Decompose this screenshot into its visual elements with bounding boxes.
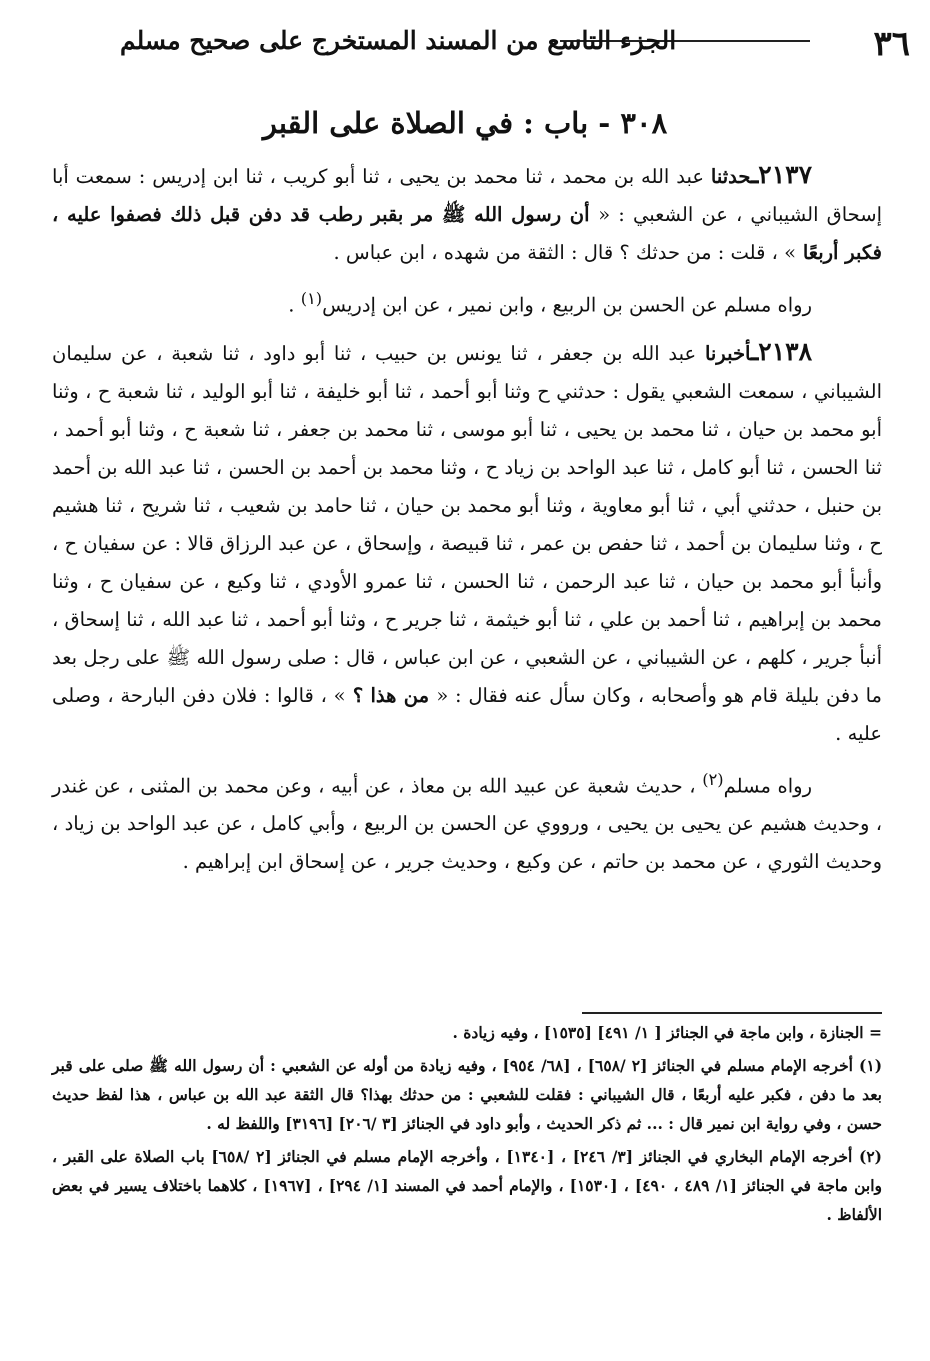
hadith-quote: أن رسول الله ﷺ مر بقبر رطب قد دفن قبل ذلك فصفوا عليه ، فكبر أربعًا [52, 203, 882, 264]
hadith-number: ٢١٣٨ـ [750, 336, 812, 366]
footnote-2: (٢) أخرجه الإمام البخاري في الجنائز [٣/ ٢٤٦] ، [١٣٤٠] ، وأخرجه الإمام مسلم في الجنائز [٢ /٦٥٨] باب الصلاة على القبر ، وابن ماجة في الجنائز [١/ ٤٨٩ ، ٤٩٠] ، [١٥٣٠] ، والإمام أحمد في المسند [١/ ٢٩٤] ، [١٩٦٧] ، كلاهما باختلاف يسير في بعض الألفاظ . [52, 1147, 883, 1224]
hadith-2138 [52, 333, 882, 753]
hadith-text: عبد الله بن جعفر ، ثنا يونس بن حبيب ، ثنا أبو داود ، ثنا شعبة ، عن سليمان الشيباني ، سمعت الشعبي يقول : حدثني ح وثنا أبو أحمد ، ثنا أبو خليفة ، ثنا أبو الوليد ، ثنا شعبة ح ، وثنا أبو محمد بن حيان ، ثنا محمد بن يحيى ، ثنا أبو موسى ، ثنا محمد بن جعفر ، ثنا شعبة ح ، وثنا أبو أحمد ، ثنا الحسن ، ثنا أبو كامل ، ثنا عبد الواحد بن زياد ح ، وثنا محمد بن أحمد بن الحسن ، ثنا عبد الله بن أحمد بن حنبل ، حدثني أبي ، ثنا أبو معاوية ، وثنا أبو محمد بن حيان ، ثنا حامد بن شعيب ، ثنا شريح ، ثنا هشيم ح ، وثنا سليمان بن أحمد ، ثنا حفص بن عمر ، ثنا قبيصة ، وإسحاق ، عن عبد الرزاق قالا : عن سفيان ح ، وأنبأ أبو محمد بن حيان ، ثنا عبد الرحمن ، ثنا الحسن ، ثنا عمرو الأودي ، ثنا وكيع ، عن سفيان ح ، وثنا محمد بن إبراهيم ، ثنا أحمد بن علي ، ثنا أبو خيثمة ، ثنا جرير ح ، وثنا أبو أحمد ، ثنا عبد الله ، ثنا إسحاق ، أنبأ جرير ، كلهم ، عن الشيباني ، عن الشعبي ، عن ابن عباس ، قال : صلى رسول الله ﷺ على رجل بعد ما دفن بليلة قام هو وأصحابه ، وكان سأل عنه فقال : « [52, 341, 883, 707]
narration-lead: أخبرنا [704, 341, 751, 365]
riwaya-lead: رواه مسلم [723, 774, 812, 797]
footnote-separator [582, 1012, 882, 1014]
hadith-text: عبد الله بن محمد ، ثنا محمد بن يحيى ، ثنا أبو كريب ، ثنا ابن إدريس : سمعت أبا إسحاق الشيباني ، عن الشعبي : « [52, 165, 883, 226]
footnote-1: (١) أخرجه الإمام مسلم في الجنائز [٢ /٦٥٨] ، [٦٨/ ٩٥٤] ، وفيه زيادة من أوله عن الشعبي : أن رسول الله ﷺ صلى على قبر بعد ما دفن ، فكبر عليه أربعًا ، قال الشيباني : فقلت للشعبي : من حدثك بهذا؟ قال الثقة عبد الله بن عباس ، هذا لفظ حديث حسن ، وفي رواية ابن نمير قال : ... ثم ذكر الحديث ، وأبو داود في الجنائز [٣ /٢٠٦] [٣١٩٦] واللفظ له . [52, 1056, 883, 1133]
page-number: ٣٦ [873, 24, 910, 64]
riwaya-text: ، حديث شعبة عن عبيد الله بن معاذ ، عن أبيه ، وعن محمد بن المثنى ، عن غندر ، وحديث هشيم عن يحيى بن يحيى ، ورووي عن الحسن بن الربيع ، وأبي كامل ، عن عبد الواحد بن زياد ، وحديث الثوري ، عن محمد بن حاتم ، عن وكيع ، وحديث جرير ، عن إسحاق ابن إبراهيم . [52, 774, 882, 873]
hadith-text-end: » ، قلت : من حدثك ؟ قال : الثقة من شهده ، ابن عباس . [333, 241, 797, 264]
riwaya-text: رواه مسلم عن الحسن بن الربيع ، وابن نمير ، عن ابن إدريس [322, 293, 812, 317]
narration-lead: حدثنا [710, 165, 751, 188]
footnote-mark: (٢) [702, 769, 724, 789]
running-title: الجزء التاسع من المسند المستخرج على صحيح مسلم [120, 26, 677, 55]
riwaya-muslim-1: رواه مسلم عن الحسن بن الربيع ، وابن نمير ، عن ابن إدريس$^{(١)}$ . [288, 289, 812, 317]
main-text [52, 156, 882, 881]
footnotes [52, 1018, 882, 1229]
hadith-quote: من هذا ؟ [345, 683, 437, 707]
hadith-number: ٢١٣٧ـ [750, 160, 812, 189]
riwaya-muslim-2 [52, 761, 882, 882]
hadith-text-end: » ، قالوا : فلان دفن البارحة ، وصلى عليه . [52, 683, 882, 745]
footnote-mark: (١) [300, 289, 323, 308]
hadith-2137 [52, 156, 882, 272]
running-header [120, 24, 910, 70]
chapter-title: ٣٠٨ - باب : في الصلاة على القبر [262, 106, 668, 140]
footnote-continuation: = الجنازة ، وابن ماجة في الجنائز [ ١/ ٤٩١] [١٥٣٥] ، وفيه زيادة . [452, 1023, 882, 1042]
